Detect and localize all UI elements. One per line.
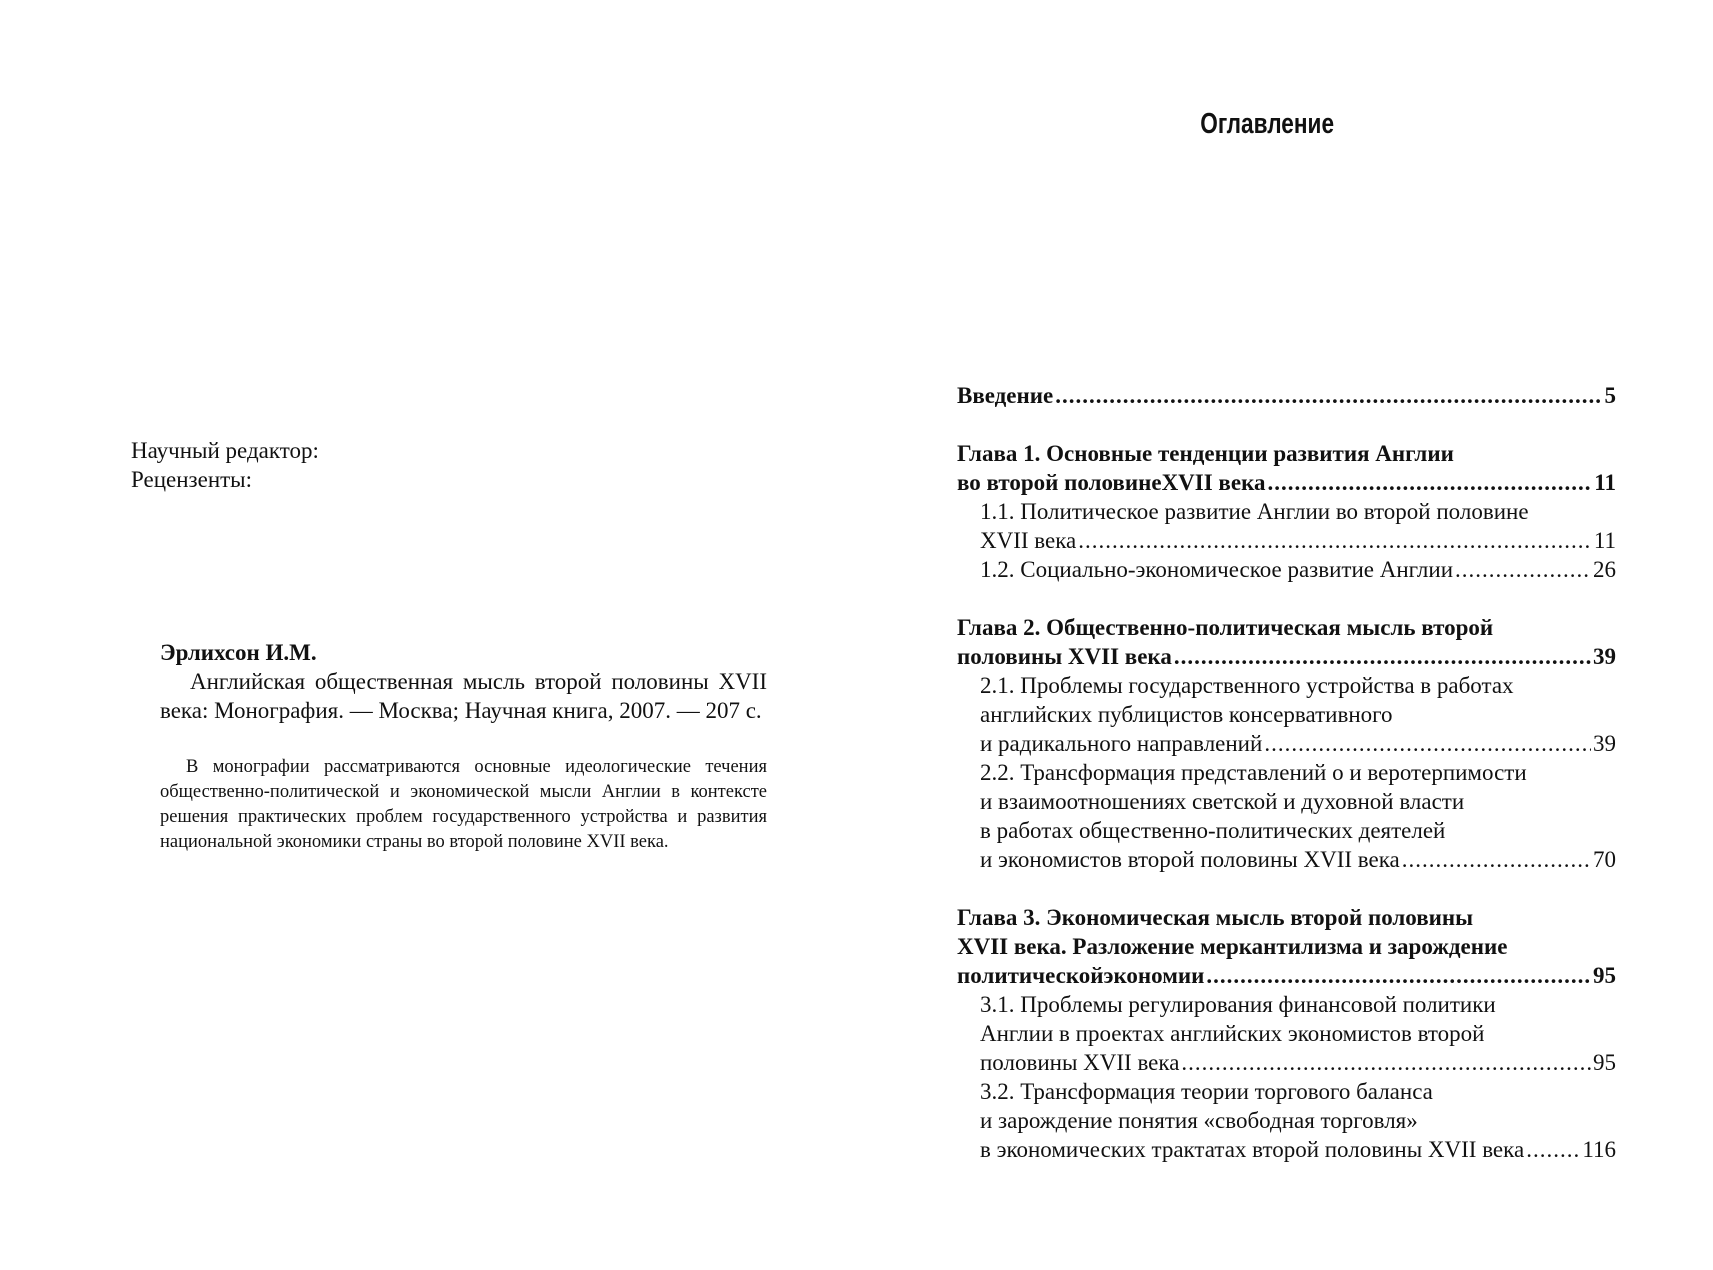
scientific-editor-label: Научный редактор: [131,438,319,463]
toc-section-2-1-line-end[interactable] [957,729,1616,758]
leader-dots [1181,1048,1591,1077]
toc-entry-label: Введение [957,383,1054,408]
toc-chapter-1-line-end[interactable] [957,468,1616,497]
toc-section-2-2-line[interactable] [957,816,1616,845]
toc-entry-label: Англии в проектах английских экономистов второй [980,1021,1485,1046]
toc-entry-intro[interactable] [957,381,1616,410]
toc-chapter-2-line[interactable] [957,613,1616,642]
toc-entry-label: в экономических трактатах второй половины XVII века [980,1137,1525,1162]
toc-entry-label: во второй половинеXVII века [957,470,1266,495]
toc-section-3-1-line[interactable] [957,990,1616,1019]
toc-page-number: 95 [1593,963,1616,988]
toc-page-number: 95 [1593,1050,1616,1075]
toc-entry-label: Глава 1. Основные тенденции развития Англии [957,441,1454,466]
table-of-contents [957,381,1616,1164]
leader-dots [1402,845,1591,874]
toc-section-1-2-line-end[interactable] [957,555,1616,584]
toc-chapter-3-line-end[interactable] [957,961,1616,990]
toc-chapter-1-line[interactable] [957,439,1616,468]
toc-chapter-3-line[interactable] [957,903,1616,932]
toc-section-1-1-line[interactable] [957,497,1616,526]
leader-dots [1055,381,1602,410]
citation-text: Английская общественная мысль второй половины XVII века: Монография. — Москва; Научная книга, 2007. — 207 с. [160,669,767,723]
toc-entry-label: в работах общественно-политических деятелей [980,818,1446,843]
leader-dots [1267,468,1592,497]
toc-page-number: 116 [1582,1137,1616,1162]
leader-dots [1264,729,1591,758]
toc-section-1-1-line-end[interactable] [957,526,1616,555]
toc-entry-label: 1.1. Политическое развитие Англии во второй половине [980,499,1529,524]
toc-section-3-1-line-end[interactable] [957,1048,1616,1077]
toc-page-number: 11 [1594,470,1616,495]
toc-section-2-2-line[interactable] [957,787,1616,816]
toc-entry-label: политическойэкономии [957,963,1205,988]
toc-page-number: 11 [1593,528,1616,553]
toc-entry-label: Глава 2. Общественно-политическая мысль второй [957,615,1494,640]
toc-entry-label: и экономистов второй половины XVII века [980,847,1400,872]
bibliographic-record [160,638,767,855]
leader-dots [1078,526,1592,555]
toc-entry-label: 2.1. Проблемы государственного устройства в работах [980,673,1514,698]
toc-page-number: 5 [1604,383,1616,408]
toc-section-3-2-line[interactable] [957,1077,1616,1106]
toc-entry-label: XVII века. Разложение меркантилизма и зарождение [957,934,1508,959]
leader-dots [1206,961,1591,990]
toc-page-number: 39 [1593,644,1616,669]
toc-section-2-1-line[interactable] [957,700,1616,729]
annotation-text: В монографии рассматриваются основные идеологические течения общественно-политической и экономической мысли Англии в контексте решения практических проблем государственного устройства и развития национальной экономики страны во второй половине XVII века. [160,757,767,852]
toc-section-3-2-line-end[interactable] [957,1135,1616,1164]
leader-dots [1526,1135,1580,1164]
toc-page-number: 26 [1593,557,1616,582]
left-page [0,0,856,1270]
leader-dots [1174,642,1591,671]
toc-entry-label: и радикального направлений [980,731,1263,756]
toc-page-number: 70 [1593,847,1616,872]
toc-entry-label: 3.2. Трансформация теории торгового баланса [980,1079,1433,1104]
toc-chapter-2-line-end[interactable] [957,642,1616,671]
toc-entry-label: и зарождение понятия «свободная торговля» [980,1108,1418,1133]
toc-entry-label: английских публицистов консервативного [980,702,1393,727]
right-page [856,0,1713,1270]
leader-dots [1455,555,1591,584]
toc-chapter-3-line[interactable] [957,932,1616,961]
toc-entry-label: Глава 3. Экономическая мысль второй половины [957,905,1474,930]
toc-section-3-2-line[interactable] [957,1106,1616,1135]
toc-section-2-2-line[interactable] [957,758,1616,787]
toc-entry-label: 3.1. Проблемы регулирования финансовой политики [980,992,1496,1017]
toc-entry-label: и взаимоотношениях светской и духовной власти [980,789,1465,814]
toc-entry-label: половины XVII века [980,1050,1180,1075]
reviewers-label: Рецензенты: [131,467,253,492]
toc-entry-label: XVII века [980,528,1077,553]
toc-section-3-1-line[interactable] [957,1019,1616,1048]
author-name: Эрлихсон И.М. [160,640,317,665]
editors-block [131,436,319,494]
toc-entry-label: 2.2. Трансформация представлений о и веротерпимости [980,760,1527,785]
toc-page-number: 39 [1593,731,1616,756]
toc-title: Оглавление [1200,108,1335,140]
toc-section-2-2-line-end[interactable] [957,845,1616,874]
toc-section-2-1-line[interactable] [957,671,1616,700]
toc-entry-label: половины XVII века [957,644,1172,669]
toc-entry-label: 1.2. Социально-экономическое развитие Англии [980,557,1454,582]
